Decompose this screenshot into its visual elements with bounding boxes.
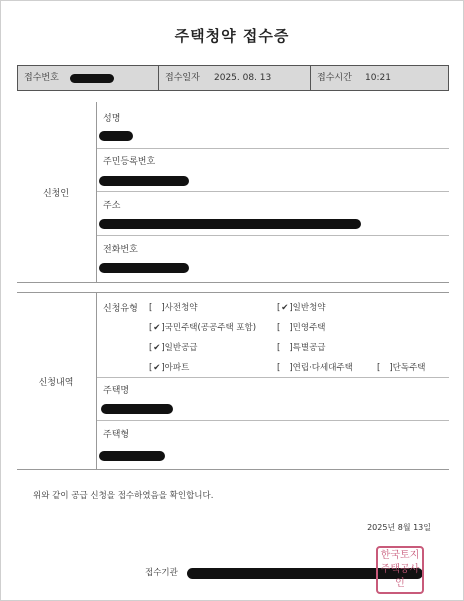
- time-value: 10:21: [365, 73, 391, 83]
- redacted-address: [99, 219, 361, 229]
- date-label: 접수일자: [165, 73, 200, 83]
- checkbox-mark: [152, 303, 161, 313]
- time-label: 접수시간: [317, 73, 352, 83]
- redacted-housing-type: [99, 451, 165, 461]
- confirmation-text: 위와 같이 공급 신청을 접수하였음을 확인합니다.: [33, 491, 214, 501]
- name-label: 성명: [103, 114, 121, 124]
- date-value: 2025. 08. 13: [214, 73, 272, 83]
- checkbox-mark: ✔: [153, 323, 161, 333]
- receipt-header-bar: [17, 65, 449, 91]
- official-seal: 한국토지 주택공사 인: [376, 546, 424, 594]
- issue-date: 2025년 8월 13일: [367, 523, 431, 532]
- receipt-no-label: 접수번호: [24, 73, 59, 83]
- option-general-supply[interactable]: [✔]일반공급: [149, 343, 198, 353]
- type-label: 신청유형: [103, 304, 138, 314]
- option-apartment[interactable]: [✔]아파트: [149, 363, 190, 373]
- option-special-supply[interactable]: [ ]특별공급: [277, 343, 326, 353]
- option-national-housing[interactable]: [✔]국민주택(공공주택 포함): [149, 323, 257, 333]
- document-title: 주택청약 접수증: [174, 27, 290, 45]
- applicant-section: [17, 102, 449, 283]
- row-divider: [97, 377, 449, 378]
- application-section-label: 신청내역: [38, 378, 74, 388]
- phone-label: 전화번호: [103, 245, 138, 255]
- redacted-name: [99, 131, 133, 141]
- option-general-subscription[interactable]: [✔]일반청약: [277, 303, 326, 313]
- checkbox-mark: [380, 363, 389, 373]
- row-divider: [97, 235, 449, 236]
- option-pre-subscription[interactable]: [ ]사전청약: [149, 303, 198, 313]
- application-section: [17, 292, 449, 470]
- checkbox-mark: ✔: [153, 343, 161, 353]
- redacted-receipt-no: [70, 74, 114, 83]
- row-divider: [97, 148, 449, 149]
- section-divider: [96, 102, 97, 282]
- checkbox-mark: [280, 343, 289, 353]
- housing-type-label: 주택형: [103, 430, 130, 440]
- checkbox-mark: ✔: [281, 303, 289, 313]
- rrn-label: 주민등록번호: [103, 157, 156, 167]
- header-divider: [158, 66, 159, 90]
- header-divider: [310, 66, 311, 90]
- applicant-section-label: 신청인: [42, 189, 70, 199]
- option-detached-house[interactable]: [ ]단독주택: [377, 363, 426, 373]
- checkbox-mark: [280, 323, 289, 333]
- checkbox-mark: [280, 363, 289, 373]
- section-divider: [96, 293, 97, 469]
- row-divider: [97, 420, 449, 421]
- option-private-housing[interactable]: [ ]민영주택: [277, 323, 326, 333]
- housing-name-label: 주택명: [103, 386, 130, 396]
- option-multi-family[interactable]: [ ]연립·다세대주택: [277, 363, 353, 373]
- redacted-phone: [99, 263, 189, 273]
- agency-label: 접수기관: [145, 568, 178, 578]
- redacted-housing-name: [101, 404, 173, 414]
- row-divider: [97, 191, 449, 192]
- checkbox-mark: ✔: [153, 363, 161, 373]
- address-label: 주소: [103, 201, 121, 211]
- redacted-rrn: [99, 176, 189, 186]
